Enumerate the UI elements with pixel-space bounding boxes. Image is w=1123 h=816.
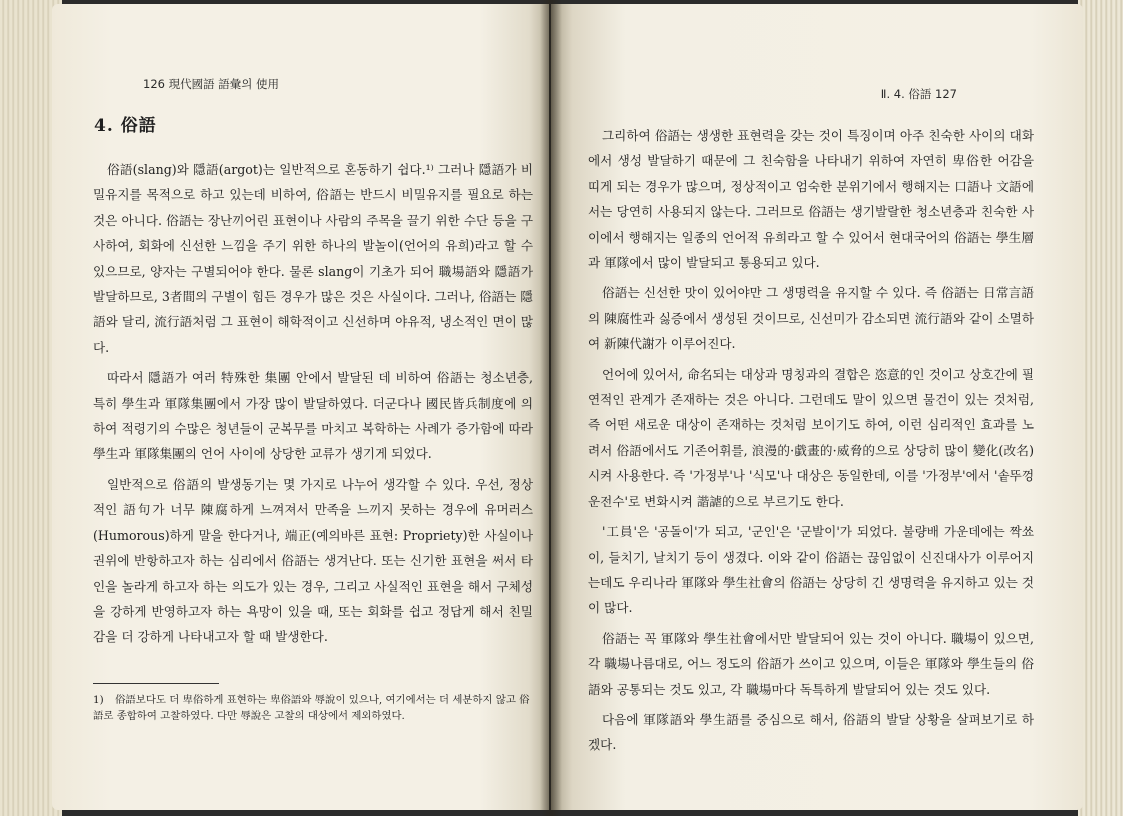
footnote-number: 1)	[93, 694, 104, 706]
page-header-right: Ⅱ. 4. 俗語 127	[880, 87, 957, 101]
paragraph: 일반적으로 俗語의 발생동기는 몇 가지로 나누어 생각할 수 있다. 우선, 정상적인 語句가 너무 陳腐하게 느껴져서 만족을 느끼지 못하는 경우에 유머러스(Humorous)하게 말을 한다거나, 端正(예의바른 표현: Propriety)한 사실이나 권위에 반항하고자 하는 심리에서 俗語는 생겨난다. 또는 신기한 표현을 써서 타인을 놀라게 하고자 하는 의도가 있는 경우, 그리고 사실적인 표현을 해서 구체성을 강하게 반영하고자 하는 욕망이 있을 때, 또는 회화를 쉽고 정답게 해서 친밀감을 더 강하게 나타내고자 할 때 발생한다.	[93, 476, 533, 645]
book-gutter	[540, 0, 562, 816]
paragraph: 다음에 軍隊語와 學生語를 중심으로 해서, 俗語의 발달 상황을 살펴보기로 하겠다.	[588, 711, 1034, 753]
section-title: 4. 俗語	[94, 116, 157, 136]
footnote-text: 俗語보다도 더 卑俗하게 표현하는 卑俗語와 辱說이 있으나, 여기에서는 더 세분하지 않고 俗語로 종합하여 고찰하였다. 다만 辱說은 고찰의 대상에서 제외하였다.	[93, 694, 530, 722]
paragraph: 俗語는 꼭 軍隊와 學生社會에서만 발달되어 있는 것이 아니다. 職場이 있으면, 각 職場나름대로, 어느 정도의 俗語가 쓰이고 있으며, 이들은 軍隊와 學生들의 俗語와 공통되는 것도 있고, 각 職場마다 독특하게 발달되어 있는 것도 있다.	[588, 630, 1034, 697]
right-body-text	[588, 123, 1034, 763]
paragraph: 俗語(slang)와 隱語(argot)는 일반적으로 혼동하기 쉽다.¹⁾ 그러나 隱語가 비밀유지를 목적으로 하고 있는데 비하여, 俗語는 반드시 비밀유지를 필요로 하는 것은 아니다. 俗語는 장난끼어린 표현이나 사람의 주목을 끌기 위한 수단 등을 구사하여, 회화에 신선한 느낌을 주기 위한 하나의 발놀이(언어의 유희)라고 할 수 있으므로, 양자는 구별되어야 한다. 물론 slang이 기초가 되어 職場語와 隱語가 발달하므로, 3者間의 구별이 힘든 경우가 많은 것은 사실이다. 그러나, 俗語는 隱語와 달리, 流行語처럼 그 표현이 해학적이고 신선하며 야유적, 냉소적인 면이 많다.	[93, 162, 533, 355]
left-page	[52, 4, 549, 810]
page-edges-right	[1078, 0, 1123, 816]
left-body-text	[93, 157, 533, 655]
paragraph: 따라서 隱語가 여러 特殊한 集團 안에서 발달된 데 비하여 俗語는 청소년층, 특히 學生과 軍隊集團에서 가장 많이 발달하였다. 더군다나 國民皆兵制度에 의하여 적령기의 수많은 청년들이 군복무를 마치고 복학하는 사례가 증가함에 따라 學生과 軍隊集團의 언어 사이에 상당한 교류가 생기게 되었다.	[93, 370, 533, 462]
page-header-left: 126 現代國語 語彙의 使用	[143, 77, 280, 91]
right-page	[551, 4, 1083, 810]
footnote-rule	[93, 683, 219, 684]
paragraph: '工員'은 '공돌이'가 되고, '군인'은 '군발이'가 되었다. 불량배 가운데에는 짝쑈이, 들치기, 날치기 등이 생겼다. 이와 같이 俗語는 끊임없이 신진대사가 이루어지는데도 우리나라 軍隊와 學生社會의 俗語는 상당히 긴 생명력을 유지하고 있는 것이 많다.	[588, 524, 1034, 616]
paragraph: 俗語는 신선한 맛이 있어야만 그 생명력을 유지할 수 있다. 즉 俗語는 日常言語의 陳腐性과 싫증에서 생성된 것이므로, 신선미가 감소되면 流行語와 같이 소멸하여 新陳代謝가 이루어진다.	[588, 285, 1034, 352]
paragraph: 그리하여 俗語는 생생한 표현력을 갖는 것이 특징이며 아주 친숙한 사이의 대화에서 생성 발달하기 때문에 그 친숙함을 나타내기 위하여 자연히 卑俗한 어감을 띠게 되는 경우가 많으며, 정상적이고 엄숙한 분위기에서 행해지는 口語나 文語에서는 당연히 사용되지 않는다. 그러므로 俗語는 생기발랄한 청소년층과 친숙한 사이에서 행해지는 일종의 언어적 유희라고 할 수 있어서 현대국어의 俗語는 學生層과 軍隊에서 많이 발달되고 통용되고 있다.	[588, 128, 1034, 271]
paragraph: 언어에 있어서, 命名되는 대상과 명칭과의 결합은 恣意的인 것이고 상호간에 필연적인 관계가 존재하는 것은 아니다. 그런데도 말이 있으면 물건이 있는 것처럼, 즉 어떤 새로운 대상이 존재하는 것처럼 보이기도 하여, 이런 심리적인 효과를 노려서 俗語에서도 기존어휘를, 浪漫的·戱畫的·威脅的으로 상당히 많이 變化(改名)시켜 사용한다. 즉 '가정부'나 '식모'나 대상은 동일한데, 이를 '가정부'에서 '솥뚜껑 운전수'로 변화시켜 諧謔的으로 부르기도 한다.	[588, 366, 1034, 509]
footnote	[93, 692, 533, 724]
